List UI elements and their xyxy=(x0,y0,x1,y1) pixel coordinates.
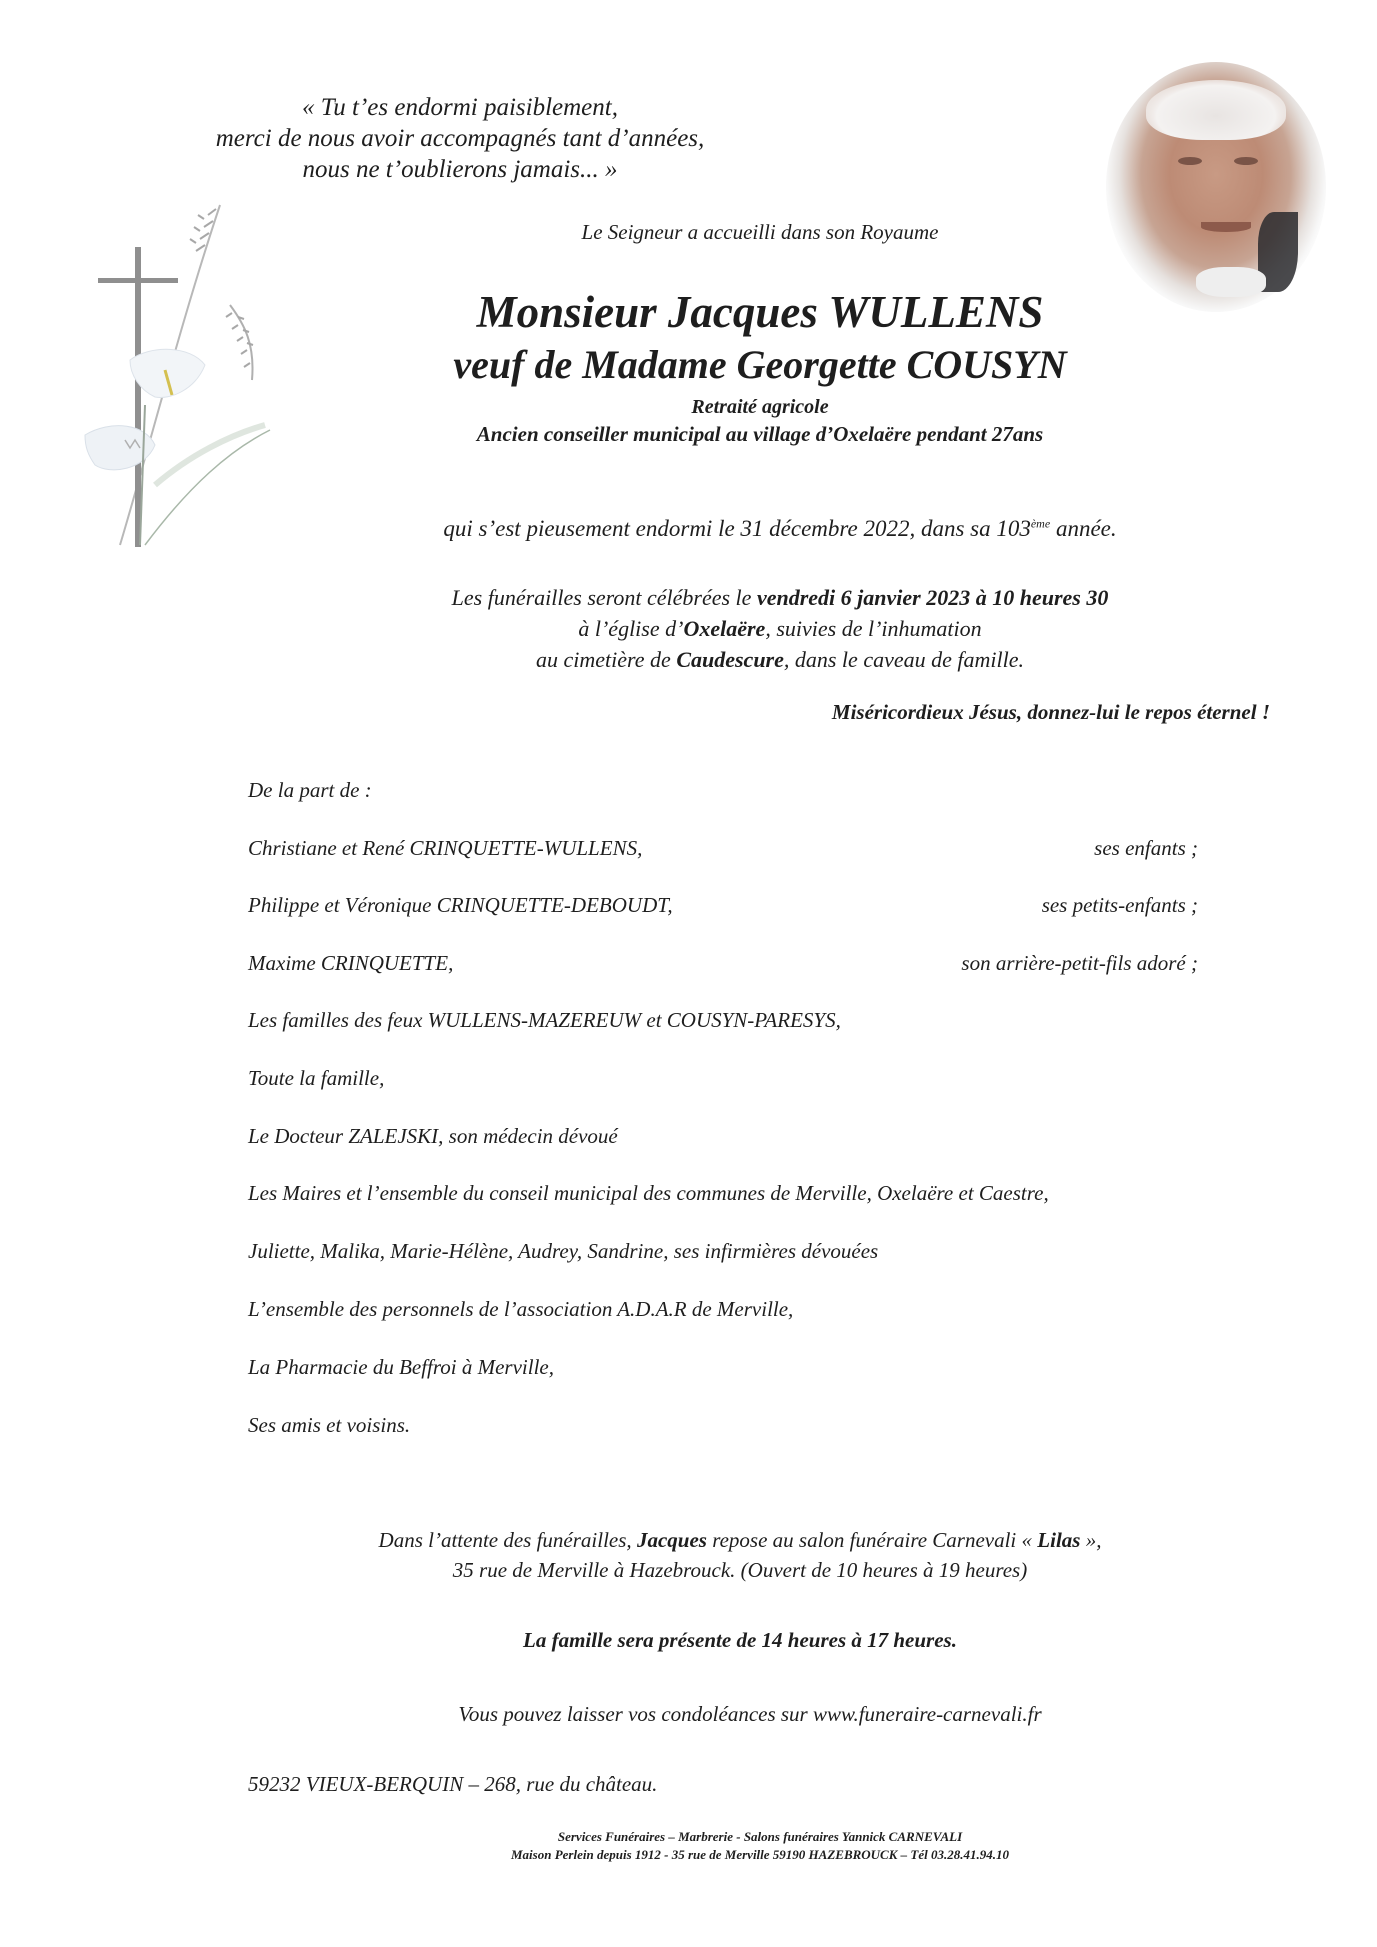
funeral-details xyxy=(380,582,1180,675)
footer-line: Maison Perlein depuis 1912 - 35 rue de Merville 59190 HAZEBROUCK – Tél 03.28.41.94.10 xyxy=(511,1847,1009,1862)
funeral-text: Les funérailles seront célébrées le xyxy=(451,585,757,610)
funeral-line-3 xyxy=(380,644,1180,675)
repose-text: Dans l’attente des funérailles, xyxy=(378,1528,637,1552)
mourner-line: Ses amis et voisins. xyxy=(248,1413,411,1437)
photo-mouth xyxy=(1201,222,1251,232)
opening-quote xyxy=(200,92,720,185)
portrait-photo xyxy=(1106,62,1326,312)
mourner-line: Les familles des feux WULLENS-MAZEREUW et COUSYN-PARESYS, xyxy=(248,1008,841,1032)
funeral-text: à l’église d’ xyxy=(578,616,684,641)
photo-eye xyxy=(1178,157,1202,165)
repose-text: repose au salon funéraire Carnevali « xyxy=(706,1528,1038,1552)
funeral-line-2 xyxy=(380,613,1180,644)
repose-line-2: 35 rue de Merville à Hazebrouck. (Ouvert de 10 heures à 19 heures) xyxy=(452,1558,1028,1582)
mourner-line: L’ensemble des personnels de l’association A.D.A.R de Merville, xyxy=(248,1297,794,1321)
civic-role: Ancien conseiller municipal au village d’Oxelaëre pendant 27ans xyxy=(476,422,1044,446)
cross-lily-illustration xyxy=(80,185,280,555)
mourner-line: Les Maires et l’ensemble du conseil municipal des communes de Merville, Oxelaëre et Caestre, xyxy=(248,1181,1049,1205)
occupation: Retraité agricole xyxy=(691,396,829,418)
repose-line-1 xyxy=(280,1525,1200,1555)
death-text: qui s’est pieusement endormi le 31 décembre 2022, dans sa 103 xyxy=(443,516,1031,541)
quote-line: « Tu t’es endormi paisiblement, xyxy=(302,94,618,121)
funeral-home-footer xyxy=(420,1828,1100,1864)
cemetery-location: Caudescure xyxy=(676,647,784,672)
condolences-line: Vous pouvez laisser vos condoléances sur www.funeraire-carnevali.fr xyxy=(458,1702,1042,1726)
lily-flower-icon xyxy=(85,349,270,545)
funeral-line-1 xyxy=(380,582,1180,613)
death-text-end: année. xyxy=(1050,516,1117,541)
family-member-name: Philippe et Véronique CRINQUETTE-DEBOUDT, xyxy=(248,893,673,917)
family-relation: ses petits-enfants ; xyxy=(1041,893,1198,917)
photo-eye xyxy=(1234,157,1258,165)
family-member-name: Maxime CRINQUETTE, xyxy=(248,951,454,975)
family-row xyxy=(248,836,1198,861)
mourner-line: Toute la famille, xyxy=(248,1066,385,1090)
family-row xyxy=(248,951,1198,976)
funeral-text: au cimetière de xyxy=(536,647,677,672)
repose-info xyxy=(280,1525,1200,1585)
mourner-line: Le Docteur ZALEJSKI, son médecin dévoué xyxy=(248,1124,618,1148)
first-name: Jacques xyxy=(636,1528,707,1552)
mourner-line: La Pharmacie du Beffroi à Merville, xyxy=(248,1355,554,1379)
spouse-line: veuf de Madame Georgette COUSYN xyxy=(453,342,1067,387)
photo-collar xyxy=(1196,267,1266,297)
funeral-text: , suivies de l’inhumation xyxy=(765,616,982,641)
photo-hair xyxy=(1146,80,1286,140)
mourner-line: Juliette, Malika, Marie-Hélène, Audrey, Sandrine, ses infirmières dévouées xyxy=(248,1239,879,1263)
funeral-datetime: vendredi 6 janvier 2023 à 10 heures 30 xyxy=(756,585,1109,610)
family-member-name: Christiane et René CRINQUETTE-WULLENS, xyxy=(248,836,643,860)
salon-name: Lilas xyxy=(1037,1528,1081,1552)
repose-text: », xyxy=(1080,1528,1102,1552)
family-address: 59232 VIEUX-BERQUIN – 268, rue du château. xyxy=(248,1772,658,1796)
ordinal-suffix: ème xyxy=(1030,516,1051,531)
church-location: Oxelaëre xyxy=(683,616,766,641)
deceased-name: Monsieur Jacques WULLENS xyxy=(476,287,1044,337)
death-announcement xyxy=(380,516,1180,542)
funeral-text: , dans le caveau de famille. xyxy=(783,647,1024,672)
prayer-line: Miséricordieux Jésus, donnez-lui le repos éternel ! xyxy=(831,700,1270,724)
footer-line: Services Funéraires – Marbrerie - Salons funéraires Yannick CARNEVALI xyxy=(557,1829,963,1844)
quote-line: merci de nous avoir accompagnés tant d’années, xyxy=(215,125,705,152)
from-label: De la part de : xyxy=(248,778,372,802)
family-presence: La famille sera présente de 14 heures à 17 heures. xyxy=(523,1628,957,1652)
family-row xyxy=(248,893,1198,918)
quote-line: nous ne t’oublierons jamais... » xyxy=(302,156,618,183)
family-relation: son arrière-petit-fils adoré ; xyxy=(961,951,1198,975)
intro-line: Le Seigneur a accueilli dans son Royaume xyxy=(581,220,939,244)
family-relation: ses enfants ; xyxy=(1094,836,1198,860)
